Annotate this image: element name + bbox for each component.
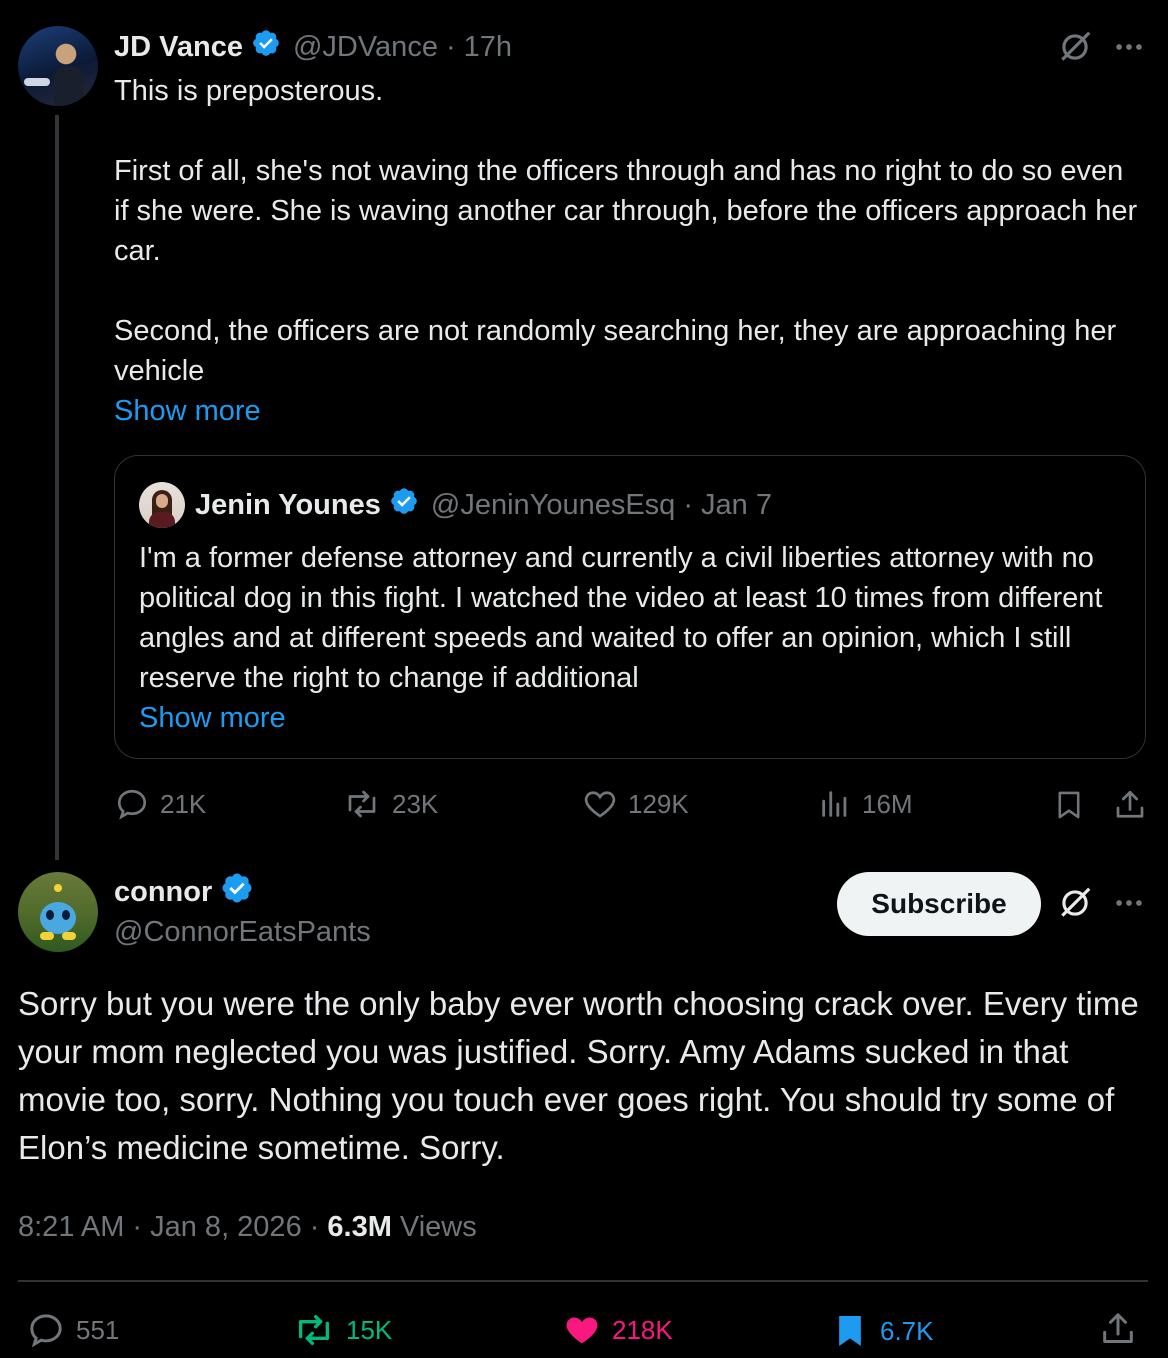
reply-author-handle[interactable]: @ConnorEatsPants	[114, 916, 371, 948]
quote-header	[195, 486, 772, 524]
tweet-body: This is preposterous. First of all, she's not waving the officers through and has no right to do so even if she were. She is waving another car through, before the officers approach her car. Second, the officers are not randomly searching her, they are approaching her vehicle	[114, 75, 1138, 387]
quote-body: I'm a former defense attorney and currently a civil liberties attorney with no political dog in this fight. I watched the video at least 10 times from different angles and at different speeds and waited to offer an opinion, which I still reserve the right to change if additional	[139, 542, 1111, 694]
reply-icon	[114, 786, 150, 822]
thread-line	[55, 115, 59, 860]
reply-date[interactable]: · Jan 8, 2026 ·	[132, 1210, 320, 1243]
reply-repost-button[interactable]	[292, 1310, 392, 1350]
reply-reply-button[interactable]	[26, 1310, 119, 1350]
grok-icon[interactable]	[1056, 884, 1094, 927]
quote-tweet-card[interactable]	[114, 455, 1146, 759]
reply-author-name[interactable]: connor	[114, 875, 213, 908]
reply-icon	[26, 1310, 66, 1350]
more-options-icon[interactable]	[1112, 886, 1146, 925]
author-handle[interactable]: @JDVance	[292, 30, 438, 63]
verified-badge-icon	[220, 871, 254, 913]
reply-meta	[18, 1207, 477, 1247]
repost-count: 23K	[392, 788, 439, 819]
reply-bookmark-count: 6.7K	[880, 1315, 934, 1346]
repost-button[interactable]	[342, 786, 438, 822]
views-button[interactable]	[818, 786, 913, 822]
show-more-link[interactable]: Show more	[114, 395, 261, 427]
more-options-icon[interactable]	[1112, 30, 1146, 69]
quote-time: · Jan 7	[683, 488, 772, 521]
views-icon	[818, 786, 852, 822]
quote-author-avatar	[139, 482, 185, 528]
author-avatar[interactable]	[18, 26, 98, 106]
reply-views-label: Views	[399, 1210, 477, 1243]
verified-badge-icon	[389, 486, 419, 524]
like-icon	[582, 786, 618, 822]
author-name[interactable]: JD Vance	[114, 30, 243, 63]
tweet-header	[114, 28, 512, 66]
tweet-time[interactable]: · 17h	[445, 30, 513, 63]
reply-like-button[interactable]	[562, 1310, 673, 1350]
share-icon[interactable]	[1112, 786, 1148, 829]
like-count: 129K	[628, 788, 689, 819]
repost-icon	[292, 1310, 336, 1350]
reply-button[interactable]	[114, 786, 206, 822]
reply-reply-count: 551	[76, 1314, 120, 1345]
divider	[18, 1280, 1148, 1282]
bookmark-icon[interactable]	[1052, 786, 1086, 829]
reply-author-avatar[interactable]	[18, 872, 98, 952]
views-count: 16M	[862, 788, 913, 819]
like-button[interactable]	[582, 786, 689, 822]
like-filled-icon	[562, 1310, 602, 1350]
bookmark-filled-icon	[830, 1310, 870, 1352]
reply-bookmark-button[interactable]	[830, 1310, 934, 1352]
repost-icon	[342, 786, 382, 822]
reply-repost-count: 15K	[346, 1314, 393, 1345]
subscribe-button[interactable]: Subscribe	[837, 872, 1041, 936]
reply-time[interactable]: 8:21 AM	[18, 1210, 125, 1243]
quote-author-name: Jenin Younes	[195, 488, 381, 521]
reply-body: Sorry but you were the only baby ever worth choosing crack over. Every time your mom neglected you was justified. Sorry. Amy Adams sucked in that movie too, sorry. Nothing you touch ever goes right. You should try some of Elon’s medicine sometime. Sorry.	[18, 985, 1139, 1166]
verified-badge-icon	[251, 28, 281, 66]
reply-views-count: 6.3M	[327, 1210, 392, 1243]
grok-icon[interactable]	[1056, 28, 1094, 71]
share-icon[interactable]	[1098, 1308, 1138, 1355]
quote-show-more-link[interactable]: Show more	[139, 702, 286, 734]
reply-author-name-row	[114, 873, 254, 911]
reply-count: 21K	[160, 788, 207, 819]
reply-like-count: 218K	[612, 1314, 673, 1345]
quote-author-handle: @JeninYounesEsq	[430, 488, 676, 521]
